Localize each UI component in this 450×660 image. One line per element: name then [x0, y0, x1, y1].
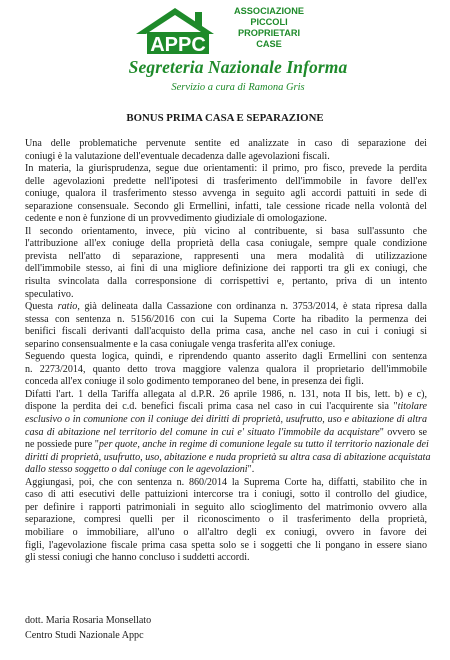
text-segment: delle agevolazioni predette nell'ipotesi di trasferimento dell'immobile in favore dell'ex: [25, 175, 427, 187]
text-segment: caso di atti esecutivi delle pattuizioni intercorse tra i coniugi, sotto il controllo del giudice,: [25, 489, 427, 501]
text-line: [25, 339, 427, 352]
text-segment: n. 2273/2014, quanto detto trova maggiore valenza qualora il proprietario dell'immobile: [25, 363, 427, 375]
text-segment: ne possiede pure ": [25, 439, 99, 451]
text-line: [25, 552, 427, 565]
text-segment: dispone la perdita dei c.d. benefici fiscali prima casa nel caso in cui l'acquirente sia ": [25, 401, 398, 413]
text-line: [25, 439, 427, 452]
text-line: [25, 289, 427, 302]
letterhead: [0, 0, 450, 104]
text-segment: Questa: [25, 301, 58, 313]
text-line: [25, 251, 427, 264]
text-line: [25, 401, 427, 414]
text-line: [25, 188, 427, 201]
text-line: [25, 326, 427, 339]
text-line: [25, 163, 427, 176]
association-line: CASE: [256, 39, 282, 49]
text-line: [25, 477, 427, 490]
text-segment: separazione consensuale. Secondo gli Ermellini, infatti, tale cessione ricade nella volontà del: [25, 200, 427, 212]
text-line: [25, 502, 427, 515]
text-segment: prevista nell'atto di separazione, rappresenti una mera modalità di utilizzazione: [25, 250, 427, 262]
body-paragraph: [25, 477, 427, 565]
text-segment: , già delineata dalla Cassazione con ordinanza n. 3753/2014, è stata ripresa dalla: [77, 301, 427, 313]
text-line: [25, 151, 427, 164]
text-line: [25, 427, 427, 440]
house-logo-icon: [132, 4, 218, 56]
text-line: [25, 489, 427, 502]
text-line: [25, 201, 427, 214]
text-line: [25, 540, 427, 553]
text-line: [25, 138, 427, 151]
text-line: [25, 263, 427, 276]
text-segment: " ovvero se: [379, 426, 427, 438]
text-segment: separazione, compresi quelli per il riconoscimento o il trasferimento della proprietà,: [25, 514, 427, 526]
logo-text: APPC: [150, 34, 206, 56]
text-segment: stessa con sentenza n. 5156/2016 con cui la Supema Corte ha ribadito la permenza dei: [25, 313, 427, 325]
italic-text: per quote, anche in regime di comunione legale su tutto il territorio nazionale dei: [98, 439, 429, 451]
text-line: [25, 226, 427, 239]
text-line: [25, 451, 431, 465]
text-line: [25, 376, 427, 389]
text-segment: ".: [247, 464, 255, 476]
text-segment: l'attribuzione all'ex coniuge della proprietà della casa coniugale, sempre quale condizione: [25, 238, 427, 250]
association-line: PROPRIETARI: [237, 28, 301, 38]
text-line: [25, 414, 427, 427]
author-name: dott. Maria Rosaria Monsellato: [25, 615, 152, 626]
text-segment: conceda all'ex coniuge il solo godimento temporaneo del bene, in presenza dei figli.: [25, 376, 364, 388]
body-paragraph: [25, 163, 427, 226]
text-line: [25, 464, 427, 477]
body-paragraph: [25, 351, 427, 389]
text-line: [25, 314, 427, 327]
text-segment: risulta svincolata dalla corresponsione di corrispettivi e, pertanto, priva di un intento: [25, 276, 427, 288]
text-line: [25, 301, 427, 314]
text-line: [25, 527, 427, 540]
text-segment: Seguendo questa logica, quindi, e riprendendo quanto asserito dagli Ermellini con sentenza: [25, 351, 427, 363]
text-segment: separino consensualmente e la casa coniugale venga trasferita all'ex coniuge.: [25, 338, 336, 350]
text-line: [25, 213, 427, 226]
text-line: [25, 238, 427, 251]
text-segment: mobiliare o immobiliare, all'uno o all'altro degli ex coniugi, ovvero in favore dei: [25, 526, 427, 538]
association-line: ASSOCIAZIONE: [234, 6, 304, 16]
letterhead-subtitle: Servizio a cura di Ramona Gris: [171, 82, 305, 93]
association-line: PICCOLI: [250, 17, 288, 27]
body-paragraph: [25, 138, 427, 163]
body-paragraph: [25, 388, 431, 477]
italic-text: titolare: [397, 401, 427, 413]
text-line: [25, 514, 427, 527]
text-segment: figli, l'agevolazione fiscale prima casa spetta solo se i soggetti che li pongano in essere siano: [25, 539, 427, 551]
text-segment: Difatti l'art. 1 della Tariffa allegata al d.P.R. 26 aprile 1986, n. 131, nota II bis, lett. b) e c),: [25, 388, 427, 400]
author-affiliation: Centro Studi Nazionale Appc: [25, 630, 144, 641]
text-segment: cedente e non è funzione di un provvedimento giudiziale di omologazione.: [25, 213, 327, 225]
document-body: [25, 138, 431, 565]
signature-block: [25, 613, 151, 643]
text-segment: per definire i rapporti patrimoniali in seguito allo scioglimento del matrimonio ovvero alla: [25, 501, 427, 513]
document-title: BONUS PRIMA CASA E SEPARAZIONE: [126, 112, 324, 124]
italic-text: esclusivo o in comunione con il coniuge dei diritti di proprietà, usufrutto, uso e abitazione di altra: [25, 414, 427, 426]
italic-text: ratio: [57, 301, 78, 313]
text-segment: coniugi è la valutazione dell'eventuale decadenza dalle agevolazioni fiscali.: [25, 150, 330, 162]
text-segment: coniuge, qualora il trasferimento stesso avvenga in seguito agli accordi pattuiti in sede di: [25, 188, 427, 200]
text-line: [25, 389, 427, 402]
italic-text: diritti di proprietà, usufrutto, uso, abitazione e nuda proprietà su altra casa di abitazione acquistata: [25, 451, 431, 463]
text-segment: speculativo.: [25, 288, 74, 300]
text-segment: benifici fiscali derivanti dall'acquisto della prima casa, anche nel caso in cui i coniugi si: [25, 326, 427, 338]
text-segment: Una delle problematiche pervenute sentite ed analizzate in caso di separazione dei: [25, 138, 427, 149]
text-segment: In materia, la giurisprudenza, segue due orientamenti: il primo, pro fisco, prevede la perdita: [25, 163, 427, 175]
italic-text: casa di abitazione nel territorio del comune in cui e' situato l'immobile da acquistare: [25, 426, 380, 438]
text-line: [25, 276, 427, 289]
text-line: [25, 176, 427, 189]
text-segment: dell'immobile stesso, ai fini di una migliore definizione dei rapporti tra gli ex coniugi, che: [25, 263, 427, 275]
text-segment: gli stessi coniugi che hanno concluso i suddetti accordi.: [25, 552, 250, 564]
text-line: [25, 351, 427, 364]
letterhead-title: Segreteria Nazionale Informa: [128, 57, 348, 77]
italic-text: dallo stesso soggetto o dal coniuge con le agevolazioni: [25, 464, 248, 476]
association-name: [214, 6, 324, 50]
body-paragraph: [25, 226, 427, 301]
text-segment: Aggiungasi, poi, che con sentenza n. 860/2014 la Suprema Corte ha, diffatti, stabilito che in: [25, 476, 427, 488]
text-line: [25, 364, 427, 377]
text-segment: Il secondo orientamento, invece, più vicino al contribuente, si basa sull'assunto che: [25, 225, 427, 237]
body-paragraph: [25, 301, 427, 351]
